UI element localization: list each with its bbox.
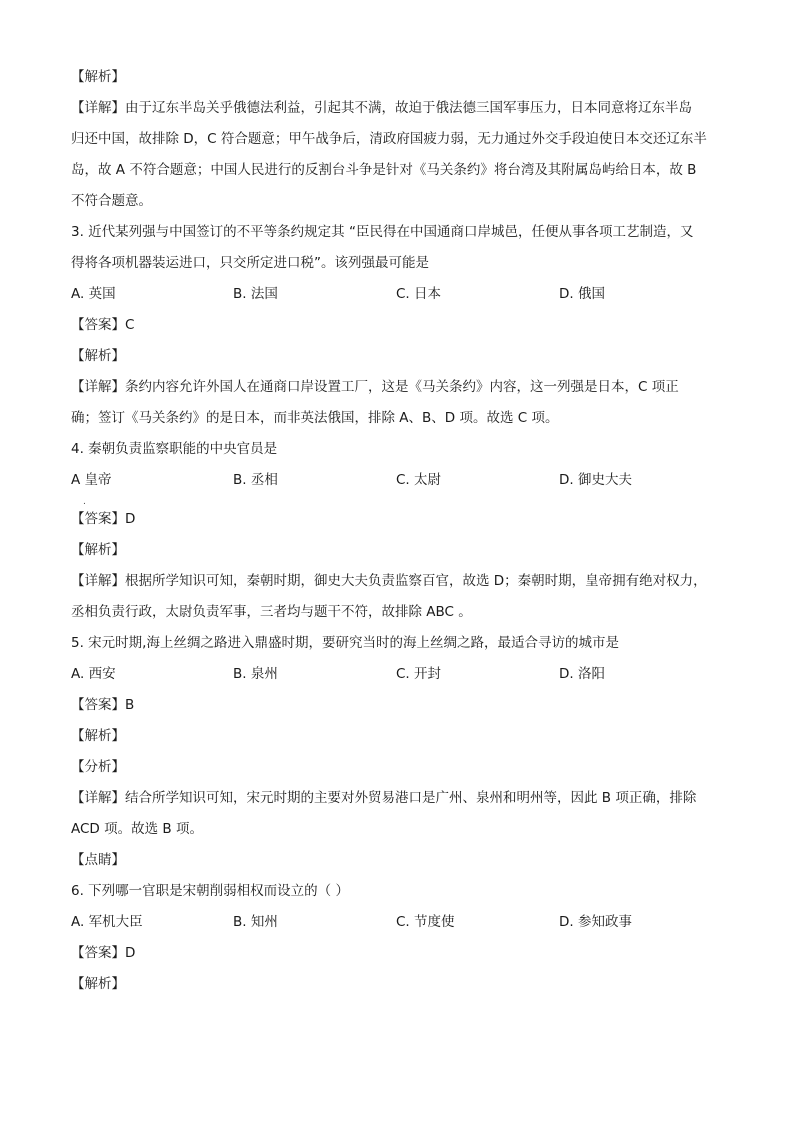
section-tag: 【解析】 (71, 976, 125, 992)
answer-option: C. 日本 (396, 286, 442, 302)
section-tag: 【解析】 (71, 69, 125, 85)
answer-option: B. 丞相 (233, 472, 278, 488)
section-tag: 【解析】 (71, 728, 125, 744)
answer-option: D. 俄国 (559, 286, 605, 302)
section-tag: 【答案】D (71, 511, 136, 527)
stray-dot-mark: . (83, 497, 86, 507)
text-line: 【详解】结合所学知识可知，宋元时期的主要对外贸易港口是广州、泉州和明州等，因此 B 项正确，排除 (71, 790, 697, 806)
answer-option: C. 开封 (396, 666, 442, 682)
answer-option: A. 军机大臣 (71, 914, 143, 930)
text-line: 5. 宋元时期,海上丝绸之路进入鼎盛时期，要研究当时的海上丝绸之路，最适合寻访的城市是 (71, 635, 619, 651)
text-line: ACD 项。故选 B 项。 (71, 821, 203, 837)
spacer (71, 496, 731, 504)
section-tag: 【解析】 (71, 542, 125, 558)
section-tag: 【答案】D (71, 945, 136, 961)
answer-option: D. 参知政事 (559, 914, 632, 930)
section-tag: 【答案】B (71, 697, 135, 713)
text-line: 【详解】根据所学知识可知，秦朝时期，御史大夫负责监察百官，故选 D；秦朝时期，皇帝拥有绝对权力， (71, 573, 707, 589)
answer-option: D. 洛阳 (559, 666, 605, 682)
text-line: 不符合题意。 (71, 193, 152, 209)
answer-option: B. 知州 (233, 914, 278, 930)
answer-option: C. 节度使 (396, 914, 455, 930)
answer-options-row (71, 907, 731, 938)
text-line: 确；签订《马关条约》的是日本，而非英法俄国，排除 A、B、D 项。故选 C 项。 (71, 410, 559, 426)
answer-option: A. 英国 (71, 286, 116, 302)
text-line: 4. 秦朝负责监察职能的中央官员是 (71, 441, 278, 457)
section-tag: 【点睛】 (71, 852, 125, 868)
answer-option: D. 御史大夫 (559, 472, 632, 488)
section-tag: 【分析】 (71, 759, 125, 775)
answer-option: C. 太尉 (396, 472, 442, 488)
text-line: 6. 下列哪一官职是宋朝削弱相权而设立的（ ） (71, 883, 349, 899)
section-tag: 【解析】 (71, 348, 125, 364)
answer-options-row (71, 465, 731, 496)
answer-options-row (71, 279, 731, 310)
text-line: 岛，故 A 不符合题意；中国人民进行的反割台斗争是针对《马关条约》将台湾及其附属岛屿给日本，故 B (71, 162, 697, 178)
answer-options-row (71, 659, 731, 690)
document-content (71, 62, 731, 1000)
answer-option: A. 西安 (71, 666, 116, 682)
answer-option: A 皇帝 (71, 472, 112, 488)
text-line: 得将各项机器装运进口，只交所定进口税”。该列强最可能是 (71, 255, 429, 271)
text-line: 【详解】由于辽东半岛关乎俄德法利益，引起其不满，故迫于俄法德三国军事压力，日本同意将辽东半岛 (71, 100, 692, 116)
text-line: 归还中国，故排除 D，C 符合题意；甲午战争后，清政府国疲力弱，无力通过外交手段迫使日本交还辽东半 (71, 131, 707, 147)
text-line: 3. 近代某列强与中国签订的不平等条约规定其 “臣民得在中国通商口岸城邑，任便从事各项工艺制造，又 (71, 224, 694, 240)
text-line: 【详解】条约内容允许外国人在通商口岸设置工厂，这是《马关条约》内容，这一列强是日本，C 项正 (71, 379, 679, 395)
text-line: 丞相负责行政，太尉负责军事，三者均与题干不符，故排除 ABC 。 (71, 604, 472, 620)
answer-option: B. 泉州 (233, 666, 278, 682)
answer-option: B. 法国 (233, 286, 278, 302)
section-tag: 【答案】C (71, 317, 135, 333)
